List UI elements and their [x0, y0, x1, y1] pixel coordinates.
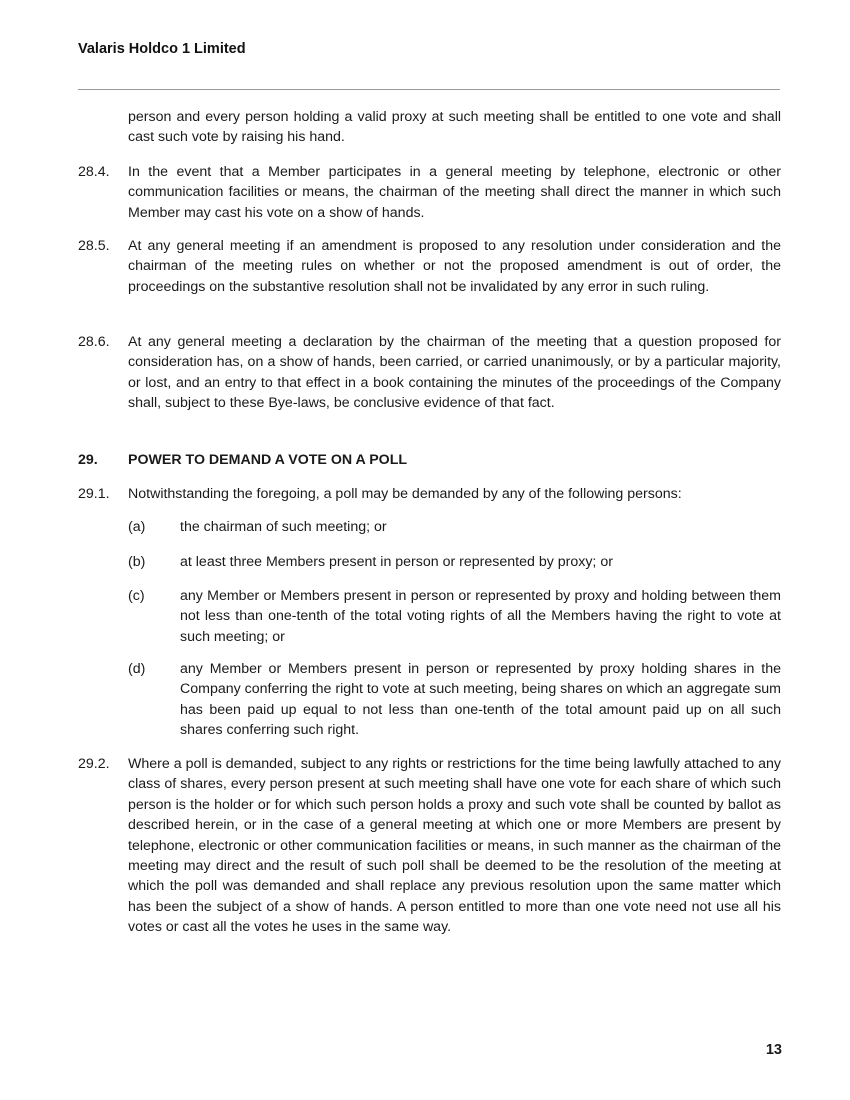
item-letter: (a)	[128, 519, 146, 535]
clause-text: At any general meeting a declaration by the chairman of the meeting that a question proposed for consideration has, on a show of hands, been carried, or carried unanimously, or by a particular majority, or lost, and an entry to that effect in a book containing the minutes of the proceedings of the Company shall, subject to these Bye-laws, be conclusive evidence of that fact.	[128, 334, 781, 412]
item-text: any Member or Members present in person or represented by proxy and holding between them not less than one-tenth of the total voting rights of all the Members having the right to vote at such meeting; or	[180, 588, 781, 645]
page-number: 13	[765, 1042, 782, 1058]
continuation-paragraph: person and every person holding a valid proxy at such meeting shall be entitled to one vote and shall cast such vote by raising his hand.	[128, 109, 781, 146]
item-text: at least three Members present in person or represented by proxy; or	[180, 554, 613, 570]
clause-number: 28.6.	[78, 334, 110, 350]
header-divider	[78, 89, 780, 90]
clause-text: At any general meeting if an amendment is proposed to any resolution under consideration and the chairman of the meeting rules on whether or not the proposed amendment is out of order, the proceedings on the substantive resolution shall not be invalidated by any error in such ruling.	[128, 238, 781, 295]
section-title: POWER TO DEMAND A VOTE ON A POLL	[128, 452, 408, 468]
clause-number: 29.2.	[78, 756, 110, 772]
clause-text: Where a poll is demanded, subject to any rights or restrictions for the time being lawfully attached to any class of shares, every person present at such meeting shall have one vote for each share of which such person is the holder or for which such person holds a proxy and such vote shall be counted by ballot as described herein, or in the case of a general meeting at which one or more Members are present by telephone, electronic or other communication facilities or means, in such manner as the chairman of the meeting may direct and the result of such poll shall be deemed to be the resolution of the meeting at which the poll was demanded and shall replace any previous resolution upon the same matter which has been the subject of a show of hands. A person entitled to more than one vote need not use all his votes or cast all the votes he uses in the same way.	[128, 756, 781, 936]
clause-text: Notwithstanding the foregoing, a poll may be demanded by any of the following persons:	[128, 486, 682, 502]
item-letter: (c)	[128, 588, 145, 604]
item-letter: (b)	[128, 554, 146, 570]
clause-text: In the event that a Member participates in a general meeting by telephone, electronic or other communication facilities or means, the chairman of the meeting shall direct the manner in which such Member may cast his vote on a show of hands.	[128, 164, 781, 221]
clause-number: 28.5.	[78, 238, 110, 254]
item-letter: (d)	[128, 661, 146, 677]
section-number: 29.	[78, 452, 98, 468]
item-text: any Member or Members present in person or represented by proxy holding shares in the Company conferring the right to vote at such meeting, being shares on which an aggregate sum has been paid up equal to not less than one-tenth of the total amount paid up on all such shares conferring such right.	[180, 661, 781, 739]
clause-number: 28.4.	[78, 164, 110, 180]
clause-number: 29.1.	[78, 486, 110, 502]
item-text: the chairman of such meeting; or	[180, 519, 387, 535]
company-header: Valaris Holdco 1 Limited	[78, 41, 246, 57]
